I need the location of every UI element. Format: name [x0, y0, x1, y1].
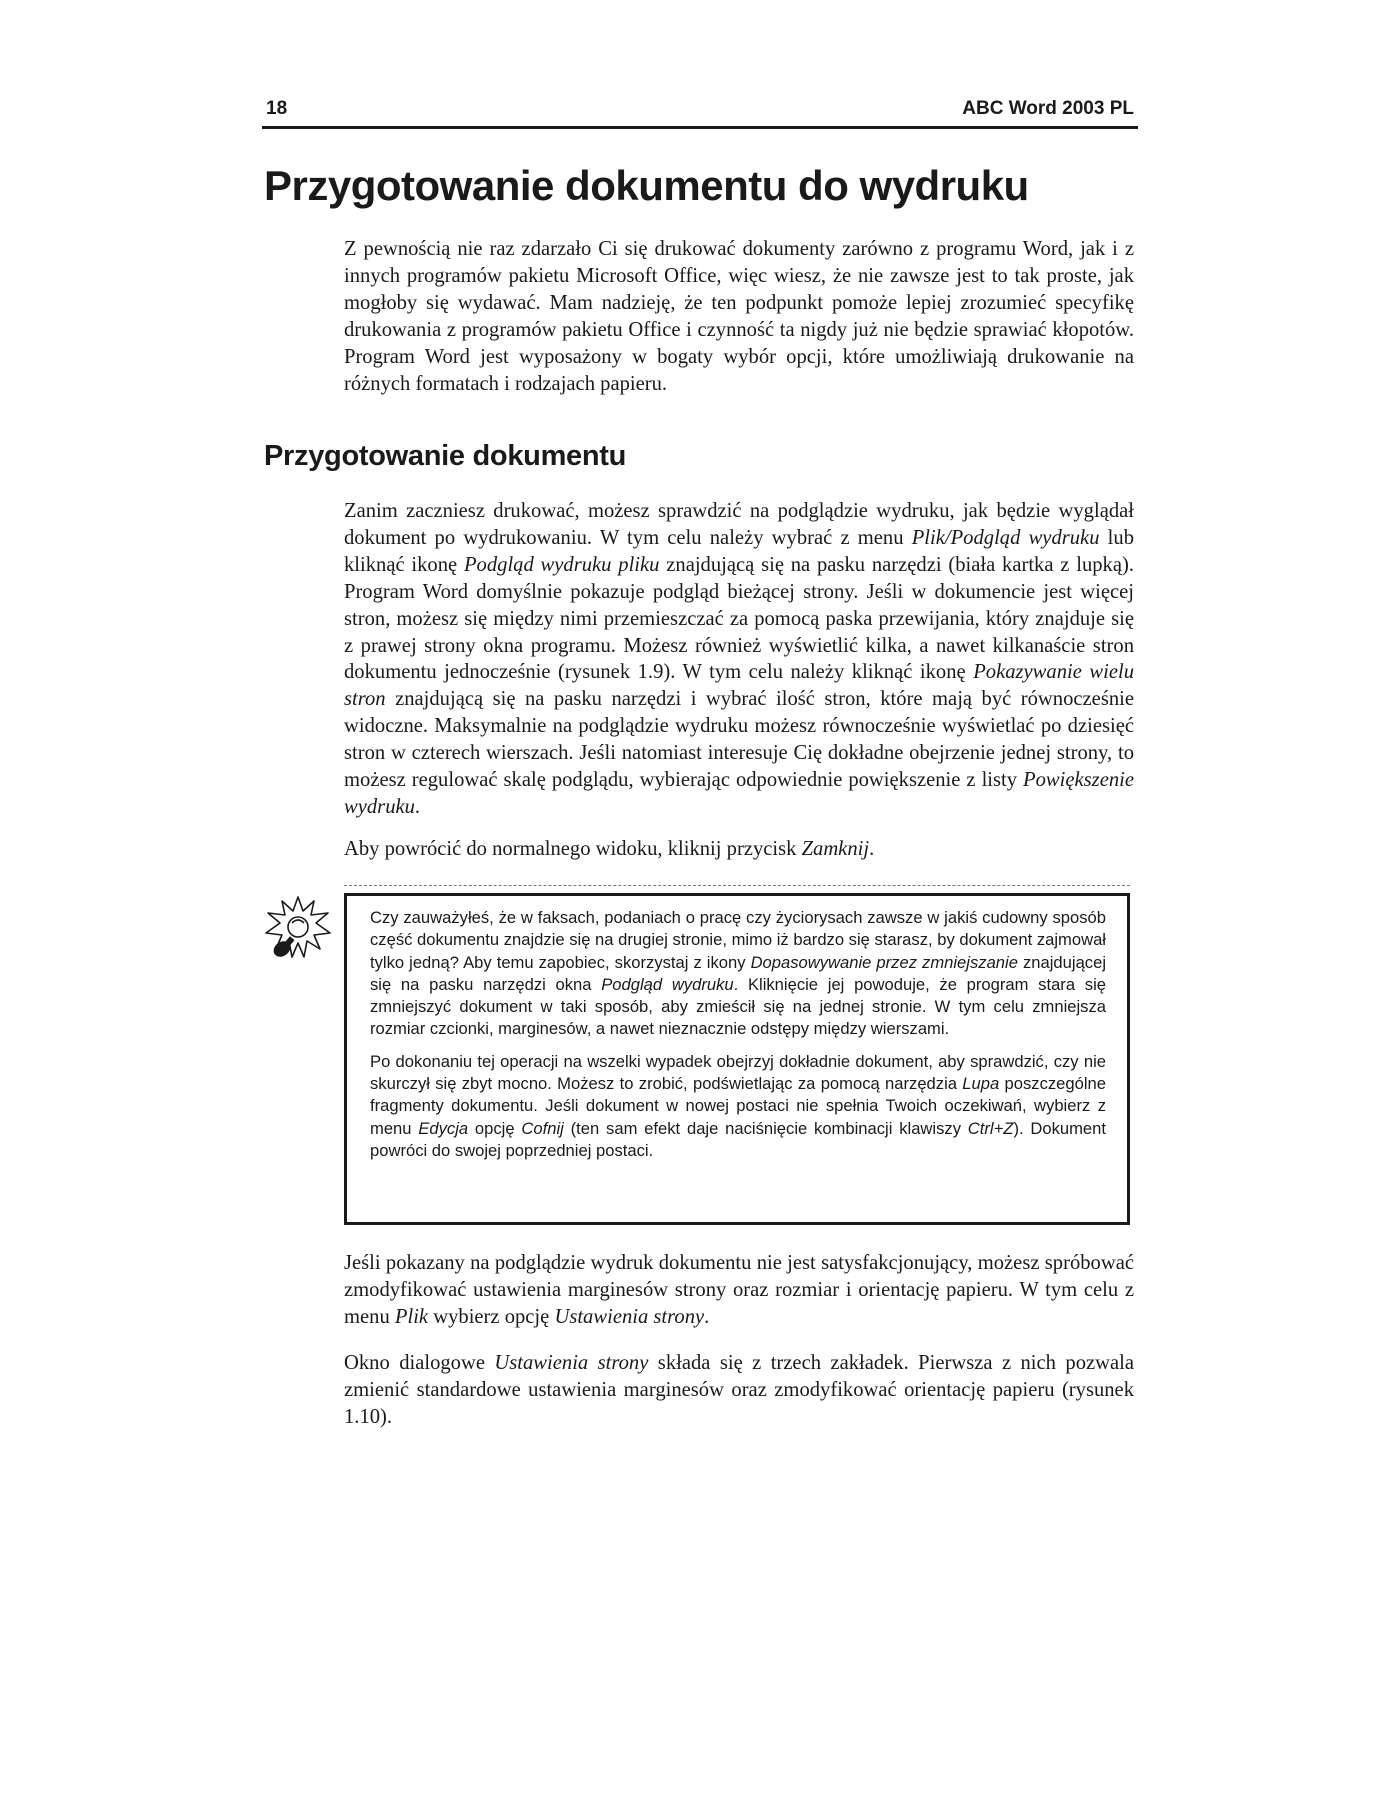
intro-paragraph: Z pewnością nie raz zdarzało Ci się drukować dokumenty zarówno z programu Word, jak i z innych programów pakietu Microsoft Office, więc wiesz, że nie zawsze jest to tak proste, jak mogłoby się wydawać. Mam nadzieję, że ten podpunkt pomoże lepiej zrozumieć specyfikę drukowania z programów pakietu Office i czynność ta nigdy już nie będzie sprawiać kłopotów. Program Word jest wyposażony w bogaty wybór opcji, które umożliwiają drukowanie na różnych formatach i rodzajach papieru. [344, 238, 1134, 395]
paragraph-page-setup: Jeśli pokazany na podglądzie wydruk dokumentu nie jest satysfakcjonujący, możesz spróbować zmodyfikować ustawienia marginesów strony oraz rozmiar i orientację papieru. W tym celu z menu Plik wybierz opcję Ustawienia strony. [344, 1252, 1134, 1328]
tip-paragraph-2: Po dokonaniu tej operacji na wszelki wypadek obejrzyj dokładnie dokument, aby sprawdzić, czy nie skurczył się zbyt mocno. Możesz to zrobić, podświetlając za pomocą narzędzia Lupa poszczególne fragmenty dokumentu. Jeśli dokument w nowej postaci nie spełnia Twoich oczekiwań, wybierz z menu Edycja opcję Cofnij (ten sam efekt daje naciśnięcie kombinacji klawiszy Ctrl+Z). Dokument powróci do swojej poprzedniej postaci. [370, 1051, 1107, 1160]
paragraph-page-setup-dialog: Okno dialogowe Ustawienia strony składa się z trzech zakładek. Pierwsza z nich pozwala zmienić standardowe ustawienia marginesów oraz zmodyfikować orientację papieru (rysunek 1.10). [344, 1352, 1135, 1428]
tip-paragraph-1: Czy zauważyłeś, że w faksach, podaniach o pracę czy życiorysach zawsze w jakiś cudowny sposób część dokumentu znajdzie się na drugiej stronie, mimo iż bardzo się starasz, by dokument zajmował tylko jedną? Aby temu zapobiec, skorzystaj z ikony Dopasowywanie przez zmniejszanie znajdującej się na pasku narzędzi okna Podgląd wydruku. Kliknięcie jej powoduje, że program stara się zmniejszyć dokument w taki sposób, aby zmieścił się na jednej stronie. W tym celu zmniejsza rozmiar czcionki, marginesów, a nawet nieznacznie odstępy między wierszami. [370, 908, 1107, 1039]
paragraph-print-preview: Zanim zaczniesz drukować, możesz sprawdzić na podglądzie wydruku, jak będzie wyglądał dokument po wydrukowaniu. W tym celu należy wybrać z menu Plik/Podgląd wydruku lub kliknąć ikonę Podgląd wydruku pliku znajdującą się na pasku narzędzi (biała kartka z lupką). Program Word domyślnie pokazuje podgląd bieżącej strony. Jeśli w dokumencie jest więcej stron, możesz się między nimi przemieszczać za pomocą paska przewijania, który znajduje się z prawej strony okna programu. Możesz również wyświetlić kilka, a nawet kilkanaście stron dokumentu jednocześnie (rysunek 1.9). W tym celu należy kliknąć ikonę Pokazywanie wielu stron znajdującą się na pasku narzędzi i wybrać ilość stron, które mają być równocześnie widoczne. Maksymalnie na podglądzie wydruku możesz równocześnie wyświetlać po dziesięć stron w czterech wierszach. Jeśli natomiast interesuje Cię dokładne obejrzenie jednej strony, to możesz regulować skalę podglądu, wybierając odpowiednie powiększenie z listy Powiększenie wydruku. [344, 500, 1134, 818]
book-title: ABC Word 2003 PL [962, 98, 1134, 119]
tip-box [344, 893, 1130, 1225]
chapter-title: Przygotowanie dokumentu do wydruku [264, 162, 1029, 209]
lightbulb-icon [262, 893, 334, 965]
paragraph-close-preview: Aby powrócić do normalnego widoku, kliknij przycisk Zamknij. [344, 838, 875, 860]
section-heading: Przygotowanie dokumentu [264, 440, 627, 472]
page-number: 18 [266, 98, 288, 119]
divider [344, 885, 1130, 886]
page-header [262, 96, 1138, 129]
